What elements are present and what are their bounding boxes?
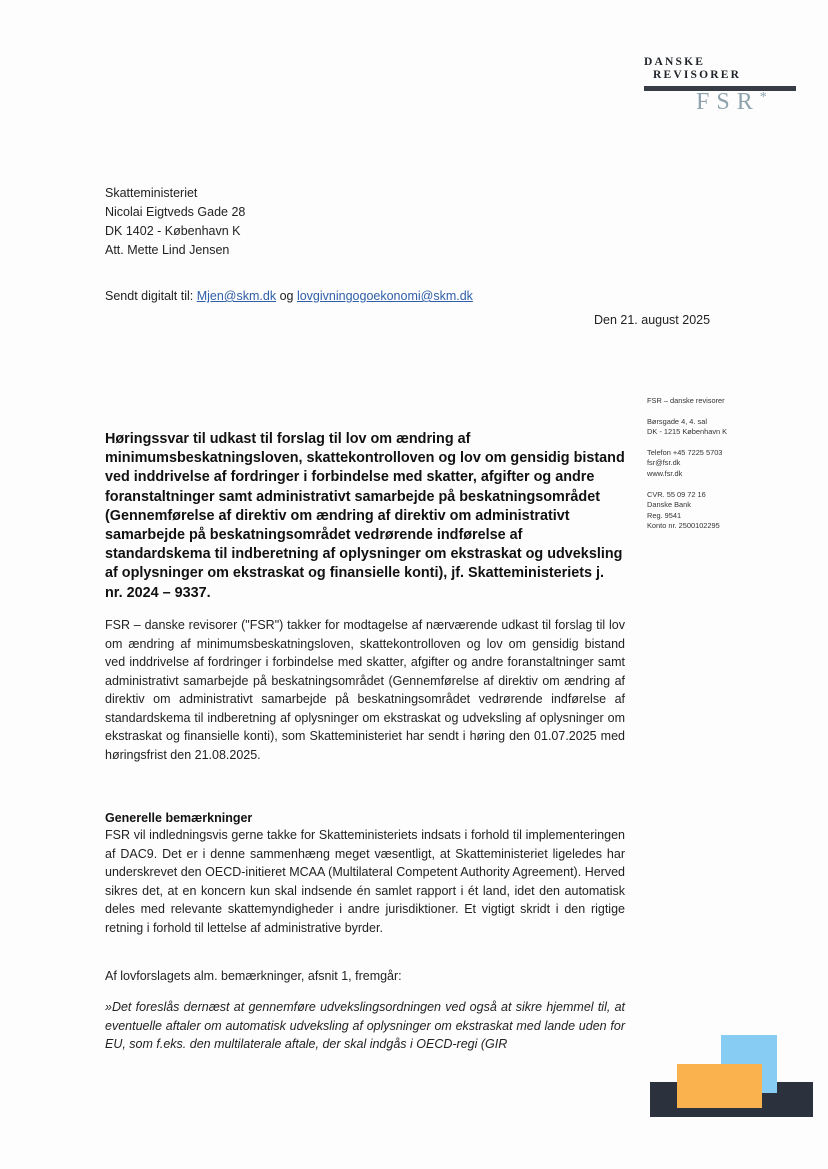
sender-account: Konto nr. 2500102295 bbox=[647, 521, 720, 531]
section-heading: Generelle bemærkninger bbox=[105, 811, 253, 825]
sender-email: fsr@fsr.dk bbox=[647, 458, 681, 468]
quote-paragraph: »Det foreslås dernæst at gennemføre udvekslingsordningen ved også at sikre hjemmel til, at eventuelle aftaler om automatisk udveksling af oplysninger om ekstraskat med lande uden for EU, som f.eks. den multilaterale aftale, der skal indgås i OECD-regi (GIR bbox=[105, 1000, 625, 1051]
sender-phone: Telefon +45 7225 5703 bbox=[647, 447, 723, 457]
section-paragraph: FSR vil indledningsvis gerne takke for Skatteministeriets indsats i forhold til implementeringen af DAC9. Det er i denne sammenhæng meget væsentligt, at Skatteministeriet ligeledes har underskrevet den OECD-initieret MCAA (Multilateral Competent Authority Agreement). Herved sikres det, at en koncern kun skal indsende én samlet rapport i ét land, idet den automatisk deles med relevante skattemyndigheder i andre jurisdiktioner. Et vigtigt skridt i den rigtige retning i forhold til lettelse af administrative byrder. bbox=[105, 828, 625, 935]
intro-paragraph: FSR – danske revisorer ("FSR") takker for modtagelse af nærværende udkast til forslag til lov om ændring af minimumsbeskatningsloven, skattekontrolloven og lov om gensidig bistand ved inddrivelse af fordringer i forbindelse med skatter, afgifter og andre foranstaltninger samt administrativt samarbejde på beskatningsområdet (Gennemførelse af direktiv om ændring af direktiv om administrativt samarbejde på beskatningsområdet vedrørende indførelse af standardskema til indberetning af oplysninger om ekstraskat og udveksling af oplysninger om ekstraskat og finansielle konti), som Skatteministeriet har sendt i høring den 01.07.2025 med høringsfrist den 21.08.2025. bbox=[105, 618, 625, 762]
fsr-logo bbox=[644, 56, 794, 114]
letter-date: Den 21. august 2025 bbox=[594, 313, 711, 327]
decorative-orange-block bbox=[677, 1064, 762, 1108]
sent-connector: og bbox=[276, 289, 297, 303]
sent-prefix: Sendt digitalt til: bbox=[105, 289, 197, 303]
sender-address-2: DK - 1215 København K bbox=[647, 427, 728, 437]
sender-contact-info bbox=[647, 396, 727, 532]
lead-in-paragraph: Af lovforslagets alm. bemærkninger, afsnit 1, fremgår: bbox=[105, 969, 402, 983]
logo-text-revisorer: REVISORER bbox=[653, 69, 742, 81]
recipient-line: Nicolai Eigtveds Gade 28 bbox=[105, 205, 246, 219]
sender-cvr: CVR. 55 09 72 16 bbox=[647, 489, 706, 499]
sent-to-line bbox=[105, 289, 473, 303]
email-link-lovgivning[interactable]: lovgivningogoekonomi@skm.dk bbox=[296, 289, 473, 303]
sender-reg: Reg. 9541 bbox=[647, 510, 682, 520]
logo-mark-text: FSR bbox=[696, 89, 760, 115]
recipient-line: Skatteministeriet bbox=[105, 186, 198, 200]
document-title: Høringssvar til udkast til forslag til lov om ændring af minimumsbeskatningsloven, skattekontrolloven og lov om gensidig bistand ved inddrivelse af fordringer i forbindelse med skatter, afgifter og andre foranstaltninger samt administrativt samarbejde på beskatningsområdet (Gennemførelse af direktiv om ændring af direktiv om administrativt samarbejde på beskatningsområdet vedrørende indførelse af standardskema til indberetning af oplysninger om ekstraskat og udveksling af oplysninger om ekstraskat og finansielle konti), jf. Skatteministeriets j. nr. 2024 – 9337. bbox=[105, 431, 625, 601]
sender-bank: Danske Bank bbox=[647, 500, 691, 510]
recipient-line: Att. Mette Lind Jensen bbox=[105, 243, 230, 257]
sender-address-1: Børsgade 4, 4. sal bbox=[647, 416, 707, 426]
sender-website: www.fsr.dk bbox=[647, 468, 683, 478]
email-link-mjen[interactable]: Mjen@skm.dk bbox=[196, 289, 277, 303]
sender-org: FSR – danske revisorer bbox=[647, 396, 725, 405]
logo-asterisk: * bbox=[759, 90, 767, 105]
logo-text-danske: DANSKE bbox=[644, 56, 706, 68]
logo-mark bbox=[696, 90, 794, 114]
recipient-line: DK 1402 - København K bbox=[105, 224, 241, 238]
recipient-address bbox=[105, 184, 245, 260]
